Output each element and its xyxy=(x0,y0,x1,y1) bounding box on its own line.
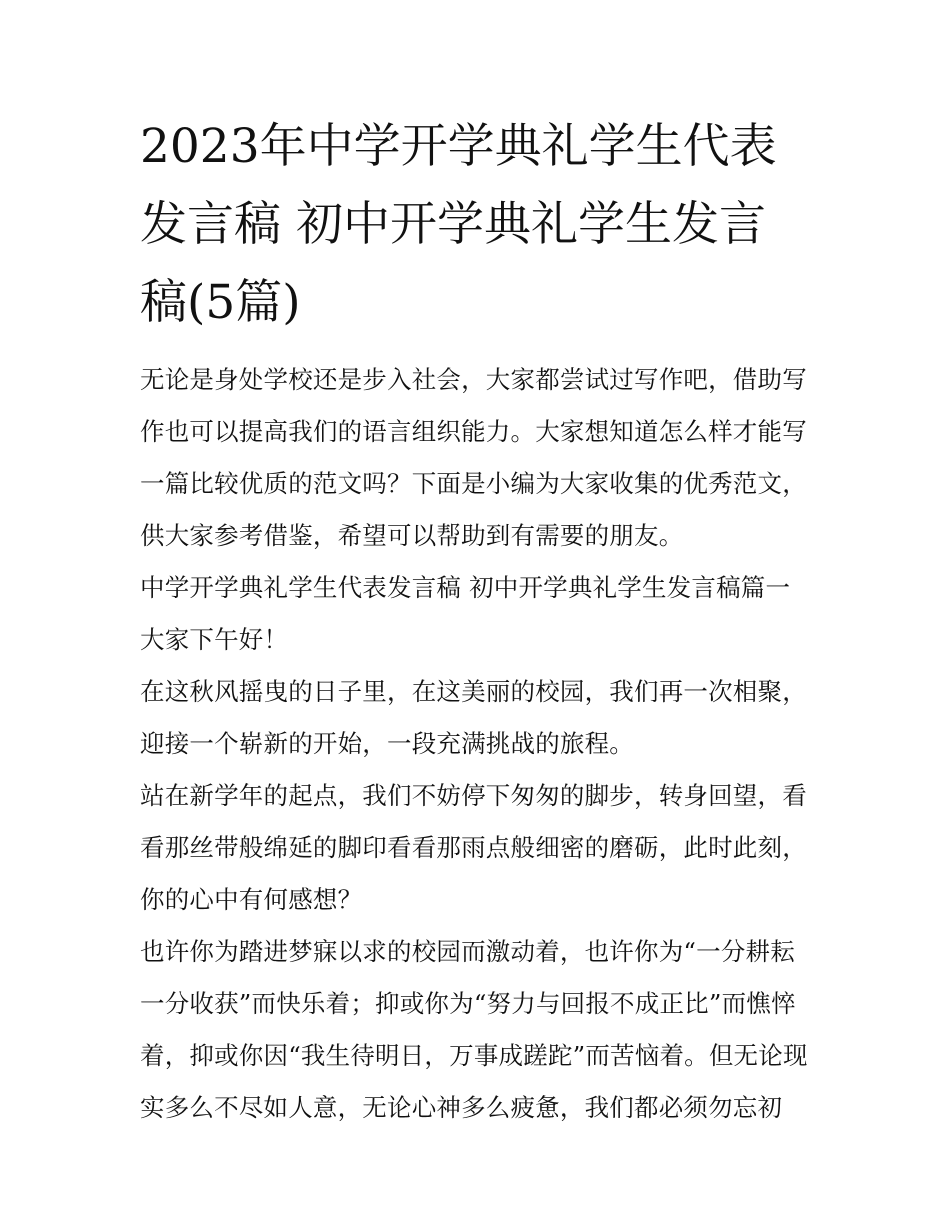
paragraph-body-3: 也许你为踏进梦寐以求的校园而激动着，也许你为“一分耕耘一分收获”而快乐着；抑或你为“努力与回报不成正比”而憔悴着，抑或你因“我生待明日，万事成蹉跎”而苦恼着。但无论现实多么不尽如人意，无论心神多么疲惫，我们都必须勿忘初 xyxy=(140,937,808,1122)
paragraph-intro: 无论是身处学校还是步入社会，大家都尝试过写作吧，借助写作也可以提高我们的语言组织能力。大家想知道怎么样才能写一篇比较优质的范文吗？下面是小编为大家收集的优秀范文，供大家参考借鉴，希望可以帮助到有需要的朋友。 xyxy=(140,365,807,550)
section-heading: 中学开学典礼学生代表发言稿 初中开学典礼学生发言稿篇一 xyxy=(140,573,791,602)
paragraph-body-2: 站在新学年的起点，我们不妨停下匆匆的脚步，转身回望，看看那丝带般绵延的脚印看看那雨点般细密的磨砺，此时此刻，你的心中有何感想？ xyxy=(140,781,807,914)
document-body xyxy=(140,108,812,1134)
paragraph-greeting: 大家下午好！ xyxy=(140,625,289,654)
document-title: 2023年中学开学典礼学生代表发言稿 初中开学典礼学生发言稿(5篇) xyxy=(140,119,777,330)
paragraph-body-1: 在这秋风摇曳的日子里，在这美丽的校园，我们再一次相聚，迎接一个崭新的开始，一段充满挑战的旅程。 xyxy=(140,677,807,758)
